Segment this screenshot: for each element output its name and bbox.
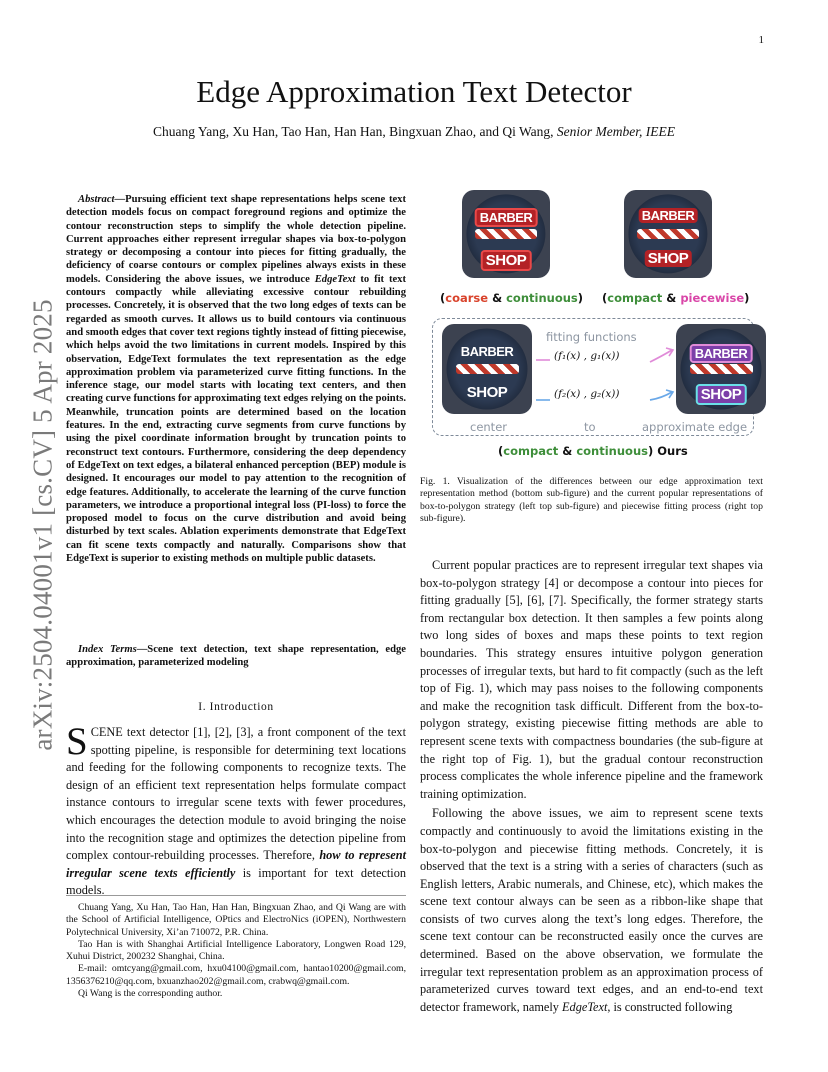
approximate-edge-label: approximate edge <box>642 420 748 434</box>
sign-image-ours: BARBER SHOP <box>676 324 766 414</box>
label-compact-piecewise: (compact & piecewise) <box>602 291 750 305</box>
fitting-functions-label: fitting functions <box>546 330 637 344</box>
function-pair-2: (f₂(x) , g₂(x)) <box>554 388 620 400</box>
footnote-rule <box>66 895 406 896</box>
footnote: Qi Wang is the corresponding author. <box>78 988 223 1000</box>
figure-caption: Fig. 1. Visualization of the differences between our edge approximation text representation method (bottom sub-figure) and the current popular representations of box-to-polygon strategy (left top sub-figure) and piecewise fitting process (right top sub-figure). <box>420 476 763 524</box>
to-label: to <box>584 420 596 434</box>
fitting-arrows <box>532 338 682 418</box>
author-list: Chuang Yang, Xu Han, Tao Han, Han Han, Bingxuan Zhao, and Qi Wang, Senior Member, IEEE <box>152 124 675 139</box>
figure-1 <box>420 188 763 463</box>
footnotes <box>66 902 406 1000</box>
sign-image-coarse: BARBER SHOP <box>462 190 550 278</box>
abstract: Abstract—Pursuing efficient text shape representations helps scene text detection models focus on compact foreground regions and optimize the contour reconstruction steps to simplify the whole detection pipeline. Current approaches either represent irregular shapes via box-to-polygon strategy or decomposing a contour into pieces for fitting gradually, the deficiency of coarse contours or complex pipelines always exists in these models. Considering the above issues, we introduce EdgeText to fit text contours compactly while alleviating excessive contour rebuilding processes. Concretely, it is observed that the two long edges of texts can be regarded as smooth curves. It allows us to build contours via continuous and smooth edges that cover text regions tightly instead of fitting piecewise, which helps avoid the two limitations in current models. Inspired by this observation, EdgeText formulates the text representation as the edge approximation problem via parameterized curve fitting functions. In the inference stage, our model starts with locating text centers, and then creating curve functions for approximating text edges relying on the points. Meanwhile, truncation points are determined based on the location features. In the end, extracting curve segments from curve functions by using the pixel coordinate information brought by truncation points to reconstruct text contours. Furthermore, considering the deep dependency of EdgeText on text edges, a bilateral enhanced perception (BEP) module is designed. It encourages our model to pay attention to the recognition of edge features. Additionally, to accelerate the learning of the curve function parameters, we introduce a proportional integral loss (PI-loss) to force the proposed model to focus on the curve distribution and avoid being disturbed by text scales. Ablation experiments demonstrate that EdgeText can fit scene texts compactly and naturally. Comparisons show that EdgeText is superior to existing methods on multiple public datasets. <box>66 194 406 565</box>
intro-paragraph: SCENE text detector [1], [2], [3], a front component of the text spotting pipeline, is responsible for determining text locations and feeding for the following components to recognize texts. The design of an efficient text representation helps formulate compact instance contours to irregular scene texts with fewer procedures, which encourages the detection module to avoid bringing the noise into the recognition stage and optimizes the detection pipeline from complex contour-rebuilding processes. Therefore, how to represent irregular scene texts efficiently is important for text detection models. <box>66 720 406 898</box>
center-label: center <box>470 420 507 434</box>
label-coarse-continuous: (coarse & continuous) <box>440 291 584 305</box>
drop-cap: S <box>66 720 88 763</box>
label-compact-continuous-ours: (compact & continuous) Ours <box>498 444 688 458</box>
section-heading: I. Introduction <box>198 701 274 713</box>
page-number: 1 <box>758 34 764 46</box>
footnote: E-mail: omtcyang@gmail.com, hxu04100@gmail.com, hantao10200@gmail.com, 1356376210@qq.com, bxuanzhao202@gmail.com, crabwq@gmail.com. <box>66 963 406 987</box>
arxiv-stamp: arXiv:2504.04001v1 [cs.CV] 5 Apr 2025 <box>27 299 58 751</box>
body-paragraph: Current popular practices are to represent irregular text shapes via box-to-polygon strategy [4] or decompose a contour into pieces for fitting gradually [5], [6], [7]. Specifically, the former strategy starts from rectangular box detection. It then samples a few points along two long sides of boxes and maps these points to text region boundaries. This strategy ensures intuitive polygon generation processes of irregular texts, but hard to fit compactly (such as the left top of Fig. 1), which may pass noises to the following components and make the recognition task difficult. Different from the box-to-polygon strategy, existing piecewise fitting methods are able to represent scene texts with compactness boundaries (the sub-figure at the right top of Fig. 1), but the gradual contour reconstruction process complicates the whole inference pipeline and the framework training optimization. <box>420 558 763 801</box>
paper-title: Edge Approximation Text Detector <box>196 74 632 109</box>
footnote: Tao Han is with Shanghai Artificial Intelligence Laboratory, Longwen Road 129, Xuhui District, 200232 Shanghai, China. <box>66 938 406 963</box>
sign-image-center: BARBER SHOP <box>442 324 532 414</box>
body-paragraph: Following the above issues, we aim to represent scene texts compactly and continuously to avoid the limitations existing in the box-to-polygon and piecewise fitting methods. Concretely, it is observed that the text is a string with a series of characters (such as English letters, Arabic numerals, and Chinese, etc), which makes the scene text contour always can be seen as a ribbon-like shape that consists of two curves along the text’s long edges. Therefore, the scene text contour can be reconstructed easily once the curves are determined. Based on the above observation, we formulate the irregular text representation problem as an approximation process of parameterized curves toward text edges, and an end-to-end text detector framework, namely EdgeText, is constructed following <box>420 806 763 1014</box>
footnote: Chuang Yang, Xu Han, Tao Han, Han Han, Bingxuan Zhao, and Qi Wang are with the School of Artificial Intelligence, OPtics and ElectroNics (iOPEN), Northwestern Polytechnical University, Xi’an 710072, P.R. China. <box>66 902 406 938</box>
function-pair-1: (f₁(x) , g₁(x)) <box>554 350 620 362</box>
right-column-body <box>420 557 763 1016</box>
index-terms: Index Terms—Scene text detection, text shape representation, edge approximation, parameterized modeling <box>66 644 406 669</box>
sign-image-piecewise: BARBER SHOP <box>624 190 712 278</box>
